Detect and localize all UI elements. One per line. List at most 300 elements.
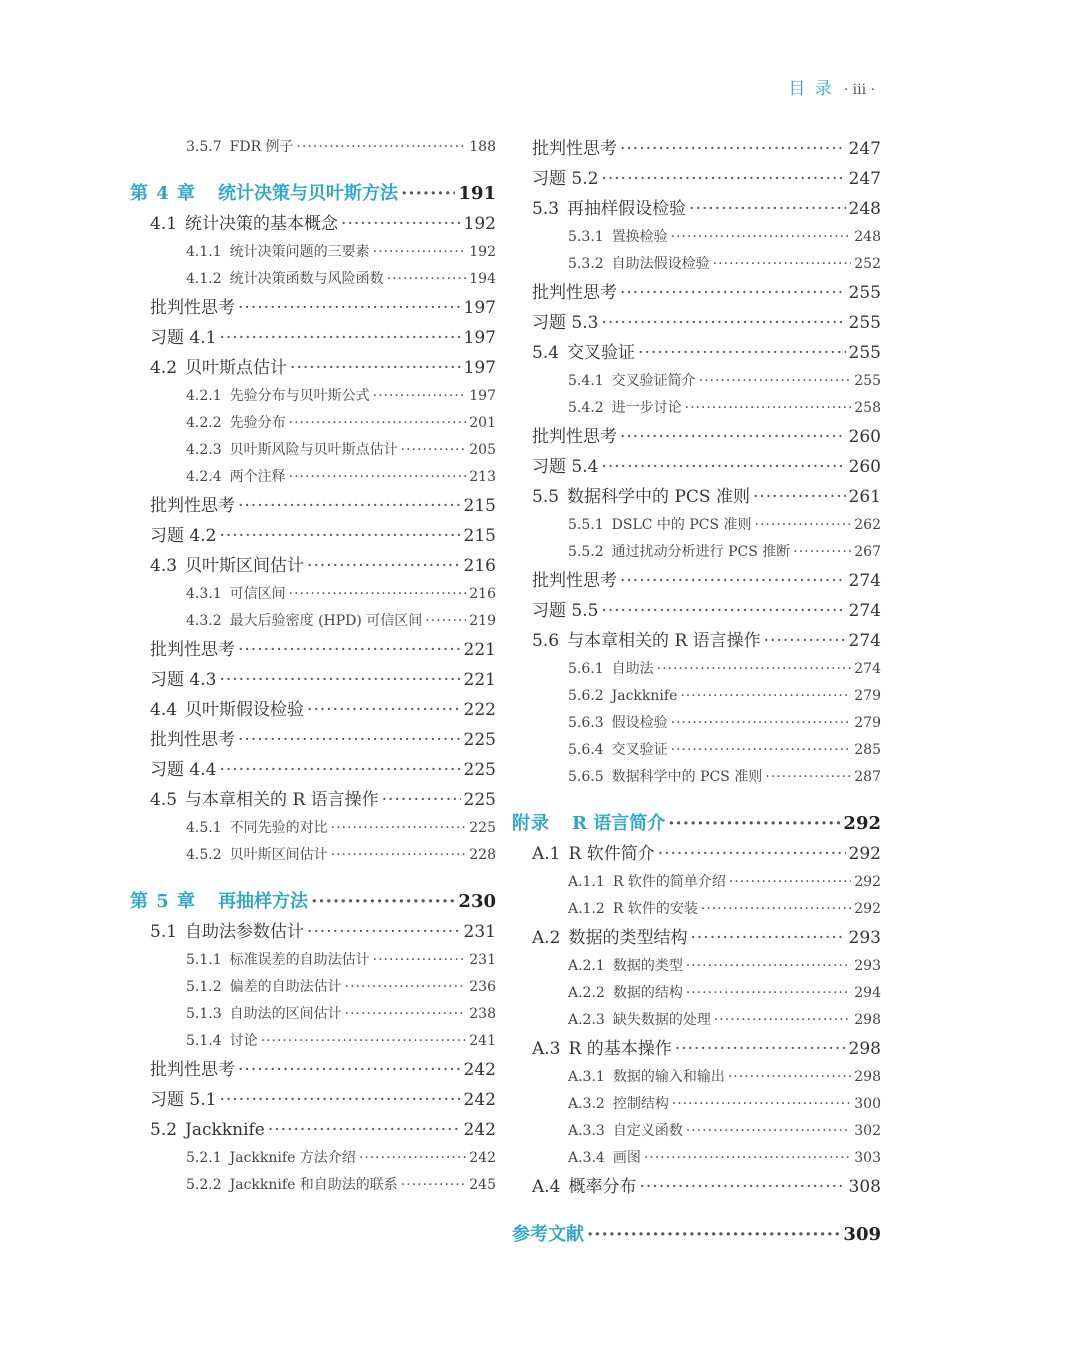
toc-entry[interactable]	[512, 1220, 881, 1250]
toc-entry-title: 先验分布与贝叶斯公式	[229, 388, 370, 404]
dot-leader	[425, 608, 466, 635]
toc-entry-number: 5.1.4	[186, 1033, 222, 1049]
dot-leader	[620, 566, 846, 596]
toc-entry[interactable]	[130, 815, 496, 842]
toc-entry-title: 数据的类型结构	[568, 928, 688, 948]
dot-leader	[764, 626, 846, 656]
toc-entry-page: 197	[469, 388, 496, 404]
dot-leader	[668, 809, 840, 839]
dot-leader	[238, 635, 461, 665]
toc-entry[interactable]	[512, 422, 881, 452]
dot-leader	[345, 1001, 467, 1028]
toc-entry-title: 贝叶斯区间估计	[229, 847, 328, 863]
toc-right-column	[512, 134, 881, 1250]
toc-entry-page: 252	[854, 256, 881, 272]
toc-entry[interactable]	[130, 842, 496, 869]
toc-entry-page: 292	[843, 813, 881, 834]
dot-leader	[601, 596, 845, 626]
toc-entry[interactable]	[130, 179, 496, 209]
toc-entry-title: 批判性思考	[150, 730, 235, 750]
toc-entry[interactable]	[512, 1007, 881, 1034]
toc-entry-number: 4.2.1	[186, 388, 222, 404]
toc-entry-page: 258	[854, 400, 881, 416]
toc-entry-page: 197	[463, 298, 496, 318]
toc-entry-page: 231	[463, 922, 496, 942]
dot-leader	[289, 581, 467, 608]
toc-entry-page: 225	[469, 820, 496, 836]
toc-entry-title: 批判性思考	[532, 571, 617, 591]
toc-entry[interactable]	[130, 239, 496, 266]
toc-entry-page: 197	[463, 358, 496, 378]
toc-entry-title: R 软件的安装	[612, 901, 698, 917]
toc-entry[interactable]	[130, 1001, 496, 1028]
toc-entry-number: A.4	[532, 1177, 561, 1197]
dot-leader	[373, 947, 467, 974]
toc-entry[interactable]	[130, 887, 496, 917]
toc-entry[interactable]	[130, 551, 496, 581]
toc-entry-title: 批判性思考	[532, 139, 617, 159]
toc-entry-title: 批判性思考	[532, 283, 617, 303]
toc-entry-title: 数据的输入和输出	[612, 1069, 725, 1085]
toc-entry-number: 5.6	[532, 631, 560, 651]
toc-entry-title: Jackknife	[185, 1120, 265, 1140]
dot-leader	[713, 251, 852, 278]
toc-entry-title: R 的基本操作	[568, 1039, 672, 1059]
toc-entry[interactable]	[512, 452, 881, 482]
toc-entry-page: 242	[469, 1150, 496, 1166]
toc-entry-page: 215	[463, 496, 496, 516]
dot-leader	[620, 422, 846, 452]
dot-leader	[238, 1055, 461, 1085]
toc-entry-title: 与本章相关的 R 语言操作	[567, 631, 761, 651]
toc-entry[interactable]	[512, 953, 881, 980]
toc-entry-page: 241	[469, 1033, 496, 1049]
toc-left-column	[130, 134, 496, 1199]
toc-entry-page: 188	[469, 139, 496, 155]
dot-leader	[601, 308, 845, 338]
toc-entry-title: 自助法参数估计	[185, 922, 305, 942]
toc-entry-title: 习题 5.5	[532, 601, 599, 621]
toc-entry[interactable]	[512, 1118, 881, 1145]
toc-entry-page: 274	[848, 631, 881, 651]
toc-entry-page: 191	[458, 183, 496, 204]
toc-entry[interactable]	[130, 491, 496, 521]
toc-entry[interactable]	[130, 1028, 496, 1055]
toc-entry-number: 4.5	[150, 790, 178, 810]
toc-entry-title: 统计决策函数与风险函数	[229, 271, 384, 287]
toc-entry-title: 置换检验	[611, 229, 668, 245]
toc-entry-number: 4.2	[150, 358, 178, 378]
header-page-number: · iii ·	[843, 82, 875, 98]
toc-entry[interactable]	[512, 626, 881, 656]
toc-entry[interactable]	[130, 695, 496, 725]
toc-entry-title: 自助法假设检验	[611, 256, 710, 272]
toc-entry-title: 自助法	[611, 661, 654, 677]
dot-leader	[219, 665, 460, 695]
toc-entry[interactable]	[130, 383, 496, 410]
toc-entry[interactable]	[130, 785, 496, 815]
toc-entry[interactable]	[130, 464, 496, 491]
toc-entry-page: 293	[848, 928, 881, 948]
toc-entry-title: FDR 例子	[229, 139, 294, 155]
toc-entry[interactable]	[130, 410, 496, 437]
toc-entry-title: 自定义函数	[612, 1123, 683, 1139]
toc-entry-number: 3.5.7	[186, 139, 222, 155]
toc-entry[interactable]	[130, 1145, 496, 1172]
toc-entry-title: R 软件的简单介绍	[612, 874, 726, 890]
dot-leader	[238, 491, 461, 521]
dot-leader	[359, 1145, 466, 1172]
toc-entry[interactable]	[512, 710, 881, 737]
toc-entry-number: 5.1.3	[186, 1006, 222, 1022]
toc-entry-page: 260	[848, 457, 881, 477]
toc-entry-number: 5.3.1	[568, 229, 604, 245]
toc-entry-title: 数据的类型	[612, 958, 683, 974]
toc-entry-number: 5.6.2	[568, 688, 604, 704]
dot-leader	[672, 1091, 851, 1118]
toc-entry-number: 4.1	[150, 214, 178, 234]
toc-entry-page: 192	[469, 244, 496, 260]
toc-entry-number: A.1	[532, 844, 561, 864]
toc-entry[interactable]	[512, 194, 881, 224]
dot-leader	[219, 323, 460, 353]
toc-entry[interactable]	[512, 395, 881, 422]
toc-entry-title: 习题 5.3	[532, 313, 599, 333]
dot-leader	[289, 464, 467, 491]
toc-entry-title: 最大后验密度 (HPD) 可信区间	[229, 613, 423, 629]
toc-entry-page: 308	[848, 1177, 881, 1197]
toc-entry-title: 再抽样方法	[218, 891, 309, 912]
toc-entry-page: 285	[854, 742, 881, 758]
toc-entry[interactable]	[512, 1064, 881, 1091]
toc-entry-title: 两个注释	[229, 469, 286, 485]
toc-entry-number: 5.3	[532, 199, 560, 219]
toc-entry-page: 219	[469, 613, 496, 629]
toc-entry-page: 194	[469, 271, 496, 287]
toc-entry-page: 231	[469, 952, 496, 968]
toc-entry-title: 交叉验证	[611, 742, 668, 758]
dot-leader	[680, 683, 851, 710]
toc-entry-page: 255	[848, 343, 881, 363]
dot-leader	[401, 437, 467, 464]
toc-entry-page: 292	[854, 901, 881, 917]
toc-entry[interactable]	[512, 1091, 881, 1118]
dot-leader	[671, 737, 852, 764]
toc-entry-number: 附录	[512, 813, 550, 834]
toc-entry-number: 5.6.3	[568, 715, 604, 731]
toc-entry-page: 298	[854, 1069, 881, 1085]
dot-leader	[671, 224, 852, 251]
toc-entry-title: 批判性思考	[150, 640, 235, 660]
toc-entry[interactable]	[512, 566, 881, 596]
toc-entry-title: 统计决策与贝叶斯方法	[218, 183, 399, 204]
dot-leader	[686, 1118, 851, 1145]
toc-entry[interactable]	[130, 266, 496, 293]
toc-entry-page: 293	[854, 958, 881, 974]
toc-entry-page: 247	[848, 169, 881, 189]
toc-entry[interactable]	[512, 251, 881, 278]
toc-entry-title: 数据的结构	[612, 985, 683, 1001]
toc-entry-title: Jackknife	[611, 688, 678, 704]
toc-entry[interactable]	[130, 521, 496, 551]
dot-leader	[587, 1220, 840, 1250]
dot-leader	[691, 923, 846, 953]
toc-entry[interactable]	[130, 755, 496, 785]
toc-entry[interactable]	[130, 323, 496, 353]
toc-entry-number: A.3.1	[568, 1069, 605, 1085]
toc-entry[interactable]	[512, 869, 881, 896]
toc-entry-title: 交叉验证	[567, 343, 636, 363]
toc-entry-number: 4.2.4	[186, 469, 222, 485]
toc-entry[interactable]	[512, 896, 881, 923]
dot-leader	[657, 656, 852, 683]
toc-entry-number: 4.3.1	[186, 586, 222, 602]
toc-entry-page: 294	[854, 985, 881, 1001]
running-header	[788, 74, 875, 99]
toc-entry[interactable]	[512, 1172, 881, 1202]
toc-entry-page: 225	[463, 760, 496, 780]
toc-entry[interactable]	[512, 539, 881, 566]
toc-entry-page: 242	[463, 1090, 496, 1110]
toc-entry-title: 统计决策的基本概念	[185, 214, 339, 234]
toc-entry[interactable]	[130, 947, 496, 974]
toc-entry-page: 225	[463, 730, 496, 750]
toc-entry-number: A.2.1	[568, 958, 605, 974]
toc-entry-page: 215	[463, 526, 496, 546]
toc-entry[interactable]	[512, 482, 881, 512]
toc-entry-page: 274	[854, 661, 881, 677]
dot-leader	[699, 368, 852, 395]
toc-entry[interactable]	[512, 164, 881, 194]
toc-entry[interactable]	[512, 683, 881, 710]
toc-entry-number: 4.2.3	[186, 442, 222, 458]
dot-leader	[620, 278, 846, 308]
toc-entry-title: 统计决策问题的三要素	[229, 244, 370, 260]
toc-entry[interactable]	[512, 1145, 881, 1172]
toc-entry[interactable]	[512, 338, 881, 368]
toc-entry-number: 4.4	[150, 700, 178, 720]
toc-entry-number: A.3.2	[568, 1096, 605, 1112]
toc-entry[interactable]	[512, 1034, 881, 1064]
toc-entry-number: 5.6.1	[568, 661, 604, 677]
toc-entry-title: 缺失数据的处理	[612, 1012, 711, 1028]
toc-entry-page: 274	[848, 571, 881, 591]
toc-entry-title: 不同先验的对比	[229, 820, 328, 836]
toc-entry-number: 4.2.2	[186, 415, 222, 431]
toc-entry-number: A.2.3	[568, 1012, 605, 1028]
toc-entry-title: 偏差的自助法估计	[229, 979, 342, 995]
toc-entry-title: DSLC 中的 PCS 准则	[611, 517, 752, 533]
toc-entry-title: 习题 4.4	[150, 760, 217, 780]
toc-entry-title: 习题 4.1	[150, 328, 217, 348]
toc-entry[interactable]	[130, 635, 496, 665]
toc-entry-title: 批判性思考	[150, 298, 235, 318]
toc-entry-title: 讨论	[229, 1033, 258, 1049]
dot-leader	[311, 887, 455, 917]
toc-entry[interactable]	[512, 656, 881, 683]
toc-entry-title: 贝叶斯点估计	[185, 358, 288, 378]
toc-entry-title: 数据科学中的 PCS 准则	[567, 487, 750, 507]
toc-entry-page: 242	[463, 1120, 496, 1140]
dot-leader	[755, 512, 852, 539]
dot-leader	[638, 338, 846, 368]
header-title: 目 录	[788, 79, 834, 99]
toc-entry-page: 248	[848, 199, 881, 219]
toc-entry[interactable]	[512, 368, 881, 395]
dot-leader	[219, 521, 460, 551]
toc-entry[interactable]	[130, 1055, 496, 1085]
toc-entry-title: 数据科学中的 PCS 准则	[611, 769, 763, 785]
toc-entry-page: 230	[458, 891, 496, 912]
toc-entry-title: 习题 5.2	[532, 169, 599, 189]
toc-entry[interactable]	[130, 1115, 496, 1145]
toc-entry-page: 205	[469, 442, 496, 458]
toc-entry[interactable]	[130, 353, 496, 383]
toc-entry[interactable]	[130, 665, 496, 695]
toc-entry-title: 贝叶斯风险与贝叶斯点估计	[229, 442, 398, 458]
toc-entry[interactable]	[512, 839, 881, 869]
toc-entry-page: 213	[469, 469, 496, 485]
dot-leader	[601, 164, 845, 194]
toc-entry-page: 298	[854, 1012, 881, 1028]
dot-leader	[728, 1064, 851, 1091]
dot-leader	[658, 839, 846, 869]
dot-leader	[307, 917, 461, 947]
toc-entry-number: 4.1.1	[186, 244, 222, 260]
toc-entry-number: 4.1.2	[186, 271, 222, 287]
toc-entry[interactable]	[512, 278, 881, 308]
toc-entry-number: 5.5.2	[568, 544, 604, 560]
dot-leader	[765, 764, 851, 791]
dot-leader	[331, 842, 467, 869]
toc-entry-page: 255	[848, 313, 881, 333]
toc-entry-number: 5.3.2	[568, 256, 604, 272]
dot-leader	[675, 1034, 846, 1064]
toc-entry-page: 247	[848, 139, 881, 159]
toc-entry-page: 236	[469, 979, 496, 995]
toc-entry-number: 5.2.2	[186, 1177, 222, 1193]
toc-entry-page: 238	[469, 1006, 496, 1022]
toc-entry-number: 第 5 章	[130, 891, 197, 912]
toc-entry[interactable]	[512, 596, 881, 626]
toc-entry-number: 5.1.2	[186, 979, 222, 995]
dot-leader	[219, 755, 460, 785]
toc-entry-title: 与本章相关的 R 语言操作	[185, 790, 379, 810]
toc-entry[interactable]	[130, 917, 496, 947]
toc-entry-page: 225	[463, 790, 496, 810]
toc-entry[interactable]	[512, 923, 881, 953]
toc-entry[interactable]	[130, 974, 496, 1001]
toc-entry[interactable]	[512, 737, 881, 764]
toc-entry-title: 再抽样假设检验	[567, 199, 687, 219]
dot-leader	[289, 410, 467, 437]
dot-leader	[219, 1085, 460, 1115]
toc-entry-title: R 语言简介	[572, 813, 666, 834]
toc-entry-number: 4.5.2	[186, 847, 222, 863]
toc-entry[interactable]	[512, 980, 881, 1007]
toc-entry[interactable]	[130, 437, 496, 464]
toc-entry-number: 5.4.1	[568, 373, 604, 389]
toc-entry[interactable]	[130, 1172, 496, 1199]
toc-entry-title: 批判性思考	[150, 1060, 235, 1080]
toc-entry-page: 222	[463, 700, 496, 720]
toc-entry-page: 221	[463, 670, 496, 690]
toc-entry-number: 5.6.5	[568, 769, 604, 785]
toc-entry[interactable]	[130, 134, 496, 161]
toc-entry-title: 交叉验证简介	[611, 373, 696, 389]
dot-leader	[620, 134, 846, 164]
toc-entry-title: R 软件简介	[568, 844, 655, 864]
dot-leader	[689, 194, 846, 224]
toc-entry[interactable]	[512, 512, 881, 539]
toc-entry[interactable]	[130, 725, 496, 755]
toc-entry-title: 标准误差的自助法估计	[229, 952, 370, 968]
toc-entry-number: 第 4 章	[130, 183, 197, 204]
toc-entry-page: 228	[469, 847, 496, 863]
dot-leader	[307, 695, 461, 725]
toc-entry[interactable]	[512, 809, 881, 839]
dot-leader	[261, 1028, 467, 1055]
toc-entry-number: 5.5	[532, 487, 560, 507]
dot-leader	[701, 896, 851, 923]
toc-entry-number: A.2	[532, 928, 561, 948]
toc-entry-page: 279	[854, 715, 881, 731]
dot-leader	[373, 239, 467, 266]
toc-entry-page: 216	[469, 586, 496, 602]
dot-leader	[345, 974, 467, 1001]
toc-entry[interactable]	[512, 224, 881, 251]
toc-entry-title: Jackknife 方法介绍	[229, 1150, 356, 1166]
toc-entry[interactable]	[130, 293, 496, 323]
toc-entry-page: 309	[843, 1224, 881, 1245]
toc-entry[interactable]	[512, 764, 881, 791]
dot-leader	[387, 266, 467, 293]
toc-entry[interactable]	[130, 209, 496, 239]
toc-entry[interactable]	[130, 1085, 496, 1115]
toc-entry-number: 5.1.1	[186, 952, 222, 968]
toc-entry-title: 假设检验	[611, 715, 668, 731]
toc-entry-title: 可信区间	[229, 586, 286, 602]
toc-entry-number: 4.3.2	[186, 613, 222, 629]
toc-entry[interactable]	[512, 308, 881, 338]
toc-entry-number: A.3.4	[568, 1150, 605, 1166]
toc-entry[interactable]	[512, 134, 881, 164]
toc-entry-title: 先验分布	[229, 415, 286, 431]
toc-entry-title: 贝叶斯区间估计	[185, 556, 305, 576]
toc-entry-page: 260	[848, 427, 881, 447]
toc-entry-page: 300	[854, 1096, 881, 1112]
toc-entry-number: A.1.1	[568, 874, 605, 890]
toc-entry-title: 习题 4.2	[150, 526, 217, 546]
toc-entry-page: 287	[854, 769, 881, 785]
toc-entry-page: 298	[848, 1039, 881, 1059]
toc-entry-page: 201	[469, 415, 496, 431]
toc-entry-page: 242	[463, 1060, 496, 1080]
toc-entry[interactable]	[130, 608, 496, 635]
toc-entry-title: 自助法的区间估计	[229, 1006, 342, 1022]
toc-entry[interactable]	[130, 581, 496, 608]
toc-entry-title: 习题 4.3	[150, 670, 217, 690]
dot-leader	[671, 710, 852, 737]
toc-entry-title: 参考文献	[512, 1224, 584, 1245]
toc-entry-number: 5.2	[150, 1120, 178, 1140]
toc-entry-page: 255	[854, 373, 881, 389]
dot-leader	[644, 1145, 851, 1172]
toc-entry-title: 习题 5.1	[150, 1090, 217, 1110]
toc-entry-title: 画图	[612, 1150, 641, 1166]
toc-entry-title: 贝叶斯假设检验	[185, 700, 305, 720]
toc-entry-page: 245	[469, 1177, 496, 1193]
